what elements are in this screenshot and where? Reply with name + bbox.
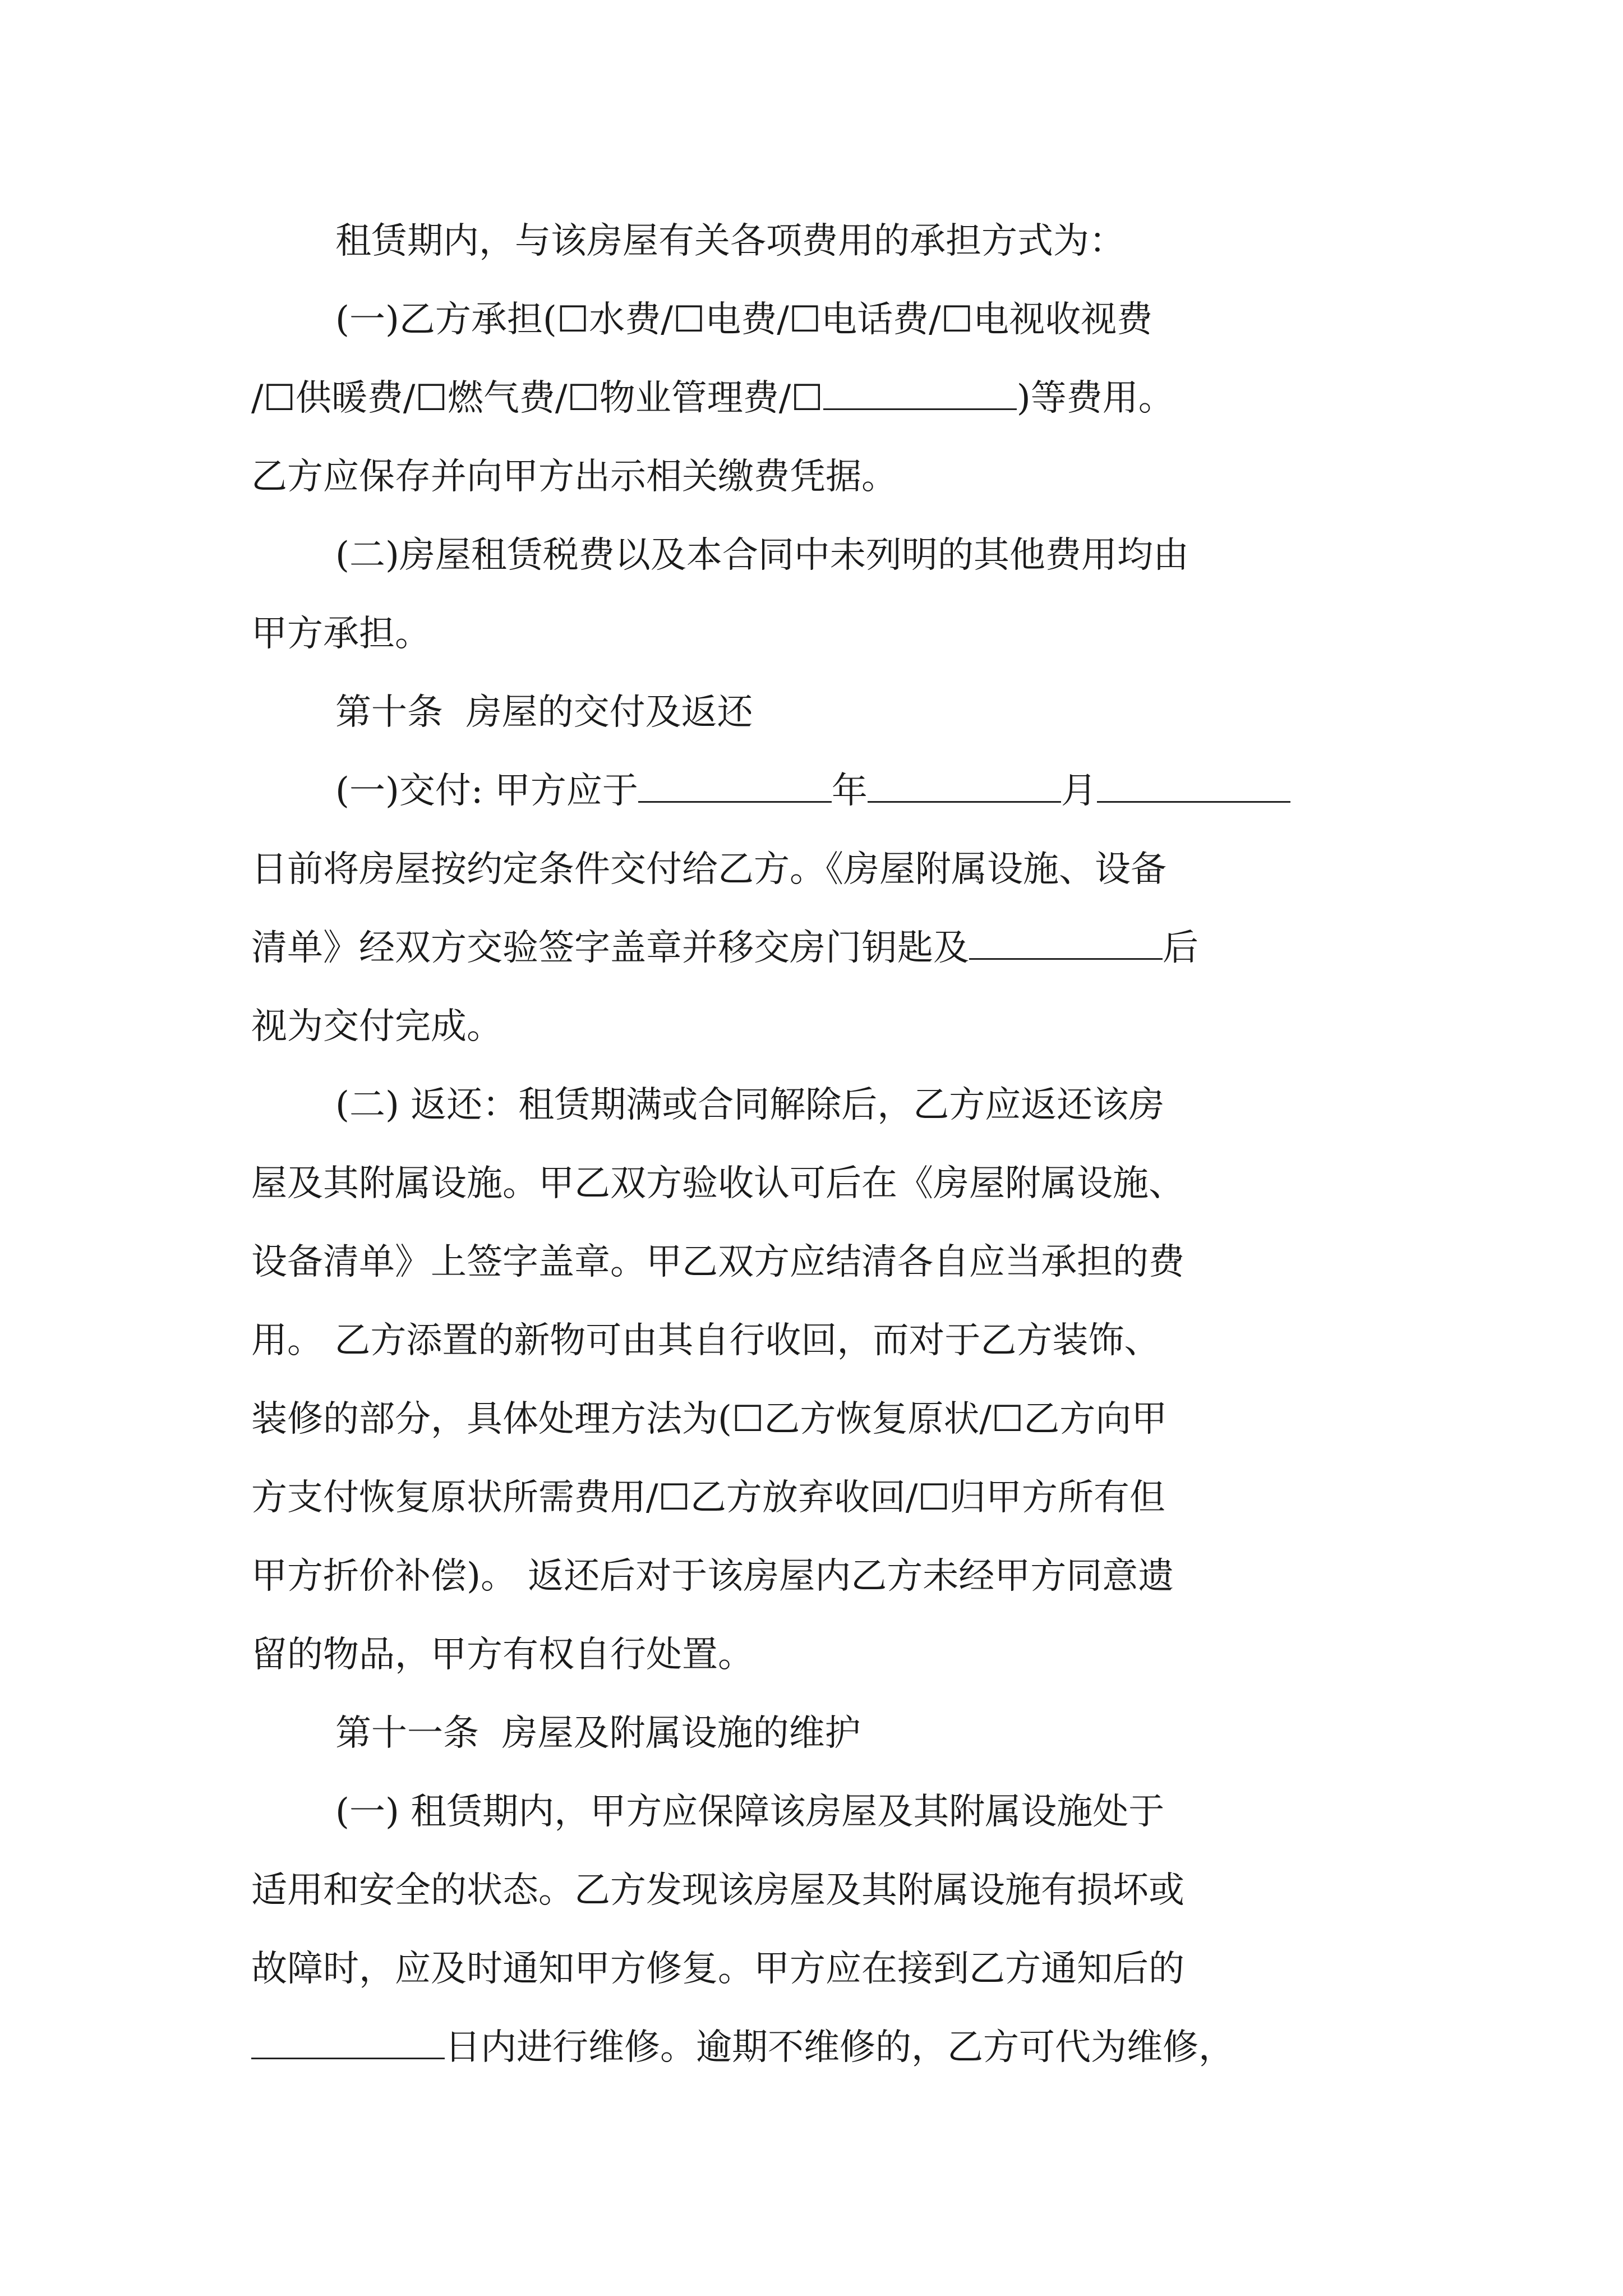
section-heading [335, 1711, 861, 1756]
text-run: 用。 乙方添置的新物可由其自行收回，而对于乙方装饰、 [251, 1320, 1160, 1361]
paragraph-line [251, 847, 1166, 892]
paragraph-line [335, 219, 1125, 264]
text-run: 甲方承担。 [251, 613, 431, 655]
text-run: 故障时，应及时通知甲方修复。甲方应在接到乙方通知后的 [251, 1948, 1184, 1990]
fill-in-blank [638, 769, 832, 803]
paragraph-line [335, 533, 1189, 578]
text-run: 甲方折价补偿)。 返还后对于该房屋内乙方未经甲方同意遗 [251, 1556, 1174, 1597]
text-run: 设备清单》上签字盖章。甲乙双方应结清各自应当承担的费 [251, 1241, 1184, 1283]
paragraph-line [251, 1632, 754, 1677]
text-run: 留的物品，甲方有权自行处置。 [251, 1634, 754, 1676]
text-run: 日内进行维修。逾期不维修的，乙方可代为维修， [445, 2027, 1234, 2068]
paragraph-line [251, 1004, 502, 1049]
paragraph-line [251, 1397, 1167, 1442]
paragraph-line [335, 769, 1290, 813]
paragraph-line [251, 454, 897, 499]
text-run: 装修的部分，具体处理方法为(☐乙方恢复原状/☐乙方向甲 [251, 1398, 1168, 1440]
paragraph-line [335, 1083, 1164, 1128]
paragraph-line [251, 1475, 1165, 1520]
text-run: (二) 返还：租赁期满或合同解除后，乙方应返还该房 [335, 1084, 1165, 1126]
fill-in-blank [1097, 769, 1290, 803]
paragraph-line [251, 1240, 1184, 1285]
text-run: 视为交付完成。 [251, 1006, 502, 1047]
paragraph-line [251, 1947, 1184, 1991]
text-run: (二)房屋租赁税费以及本合同中未列明的其他费用均由 [335, 535, 1189, 576]
paragraph-line [335, 1789, 1164, 1834]
text-run: )等费用。 [1016, 378, 1174, 419]
fill-in-blank [251, 2025, 445, 2059]
fill-in-blank [823, 376, 1017, 410]
text-run: 清单》经双方交验签字盖章并移交房门钥匙及 [251, 927, 969, 969]
text-run: /☐供暖费/☐燃气费/☐物业管理费/☐ [251, 378, 823, 419]
text-run: 第十条 房屋的交付及返还 [335, 692, 753, 733]
fill-in-blank [868, 769, 1061, 803]
text-run: 第十一条 房屋及附属设施的维护 [335, 1713, 861, 1754]
text-run: (一) 租赁期内，甲方应保障该房屋及其附属设施处于 [335, 1791, 1165, 1833]
text-run: 年 [831, 770, 868, 812]
paragraph-line [251, 1554, 1174, 1599]
text-run: 屋及其附属设施。甲乙双方验收认可后在《房屋附属设施、 [251, 1163, 1184, 1204]
text-run: (一)交付: 甲方应于 [335, 770, 638, 812]
text-run: 适用和安全的状态。乙方发现该房屋及其附属设施有损坏或 [251, 1870, 1184, 1911]
paragraph-line [251, 1318, 1160, 1363]
paragraph-line [251, 1161, 1184, 1206]
text-run: 后 [1163, 927, 1198, 969]
paragraph-line [335, 297, 1152, 342]
paragraph-line [251, 611, 431, 656]
fill-in-blank [969, 926, 1163, 960]
paragraph-line [251, 2025, 1234, 2070]
paragraph-line [251, 376, 1174, 421]
text-run: 租赁期内，与该房屋有关各项费用的承担方式为： [335, 220, 1125, 262]
text-run: 乙方应保存并向甲方出示相关缴费凭据。 [251, 456, 897, 498]
text-run: 日前将房屋按约定条件交付给乙方。《房屋附属设施、设备 [251, 849, 1166, 890]
section-heading [335, 690, 753, 735]
paragraph-line [251, 926, 1198, 970]
text-run: 方支付恢复原状所需费用/☐乙方放弃收回/☐归甲方所有但 [251, 1477, 1165, 1519]
text-run: (一)乙方承担(☐水费/☐电费/☐电话费/☐电视收视费 [335, 299, 1153, 341]
paragraph-line [251, 1868, 1184, 1913]
text-run: 月 [1061, 770, 1097, 812]
